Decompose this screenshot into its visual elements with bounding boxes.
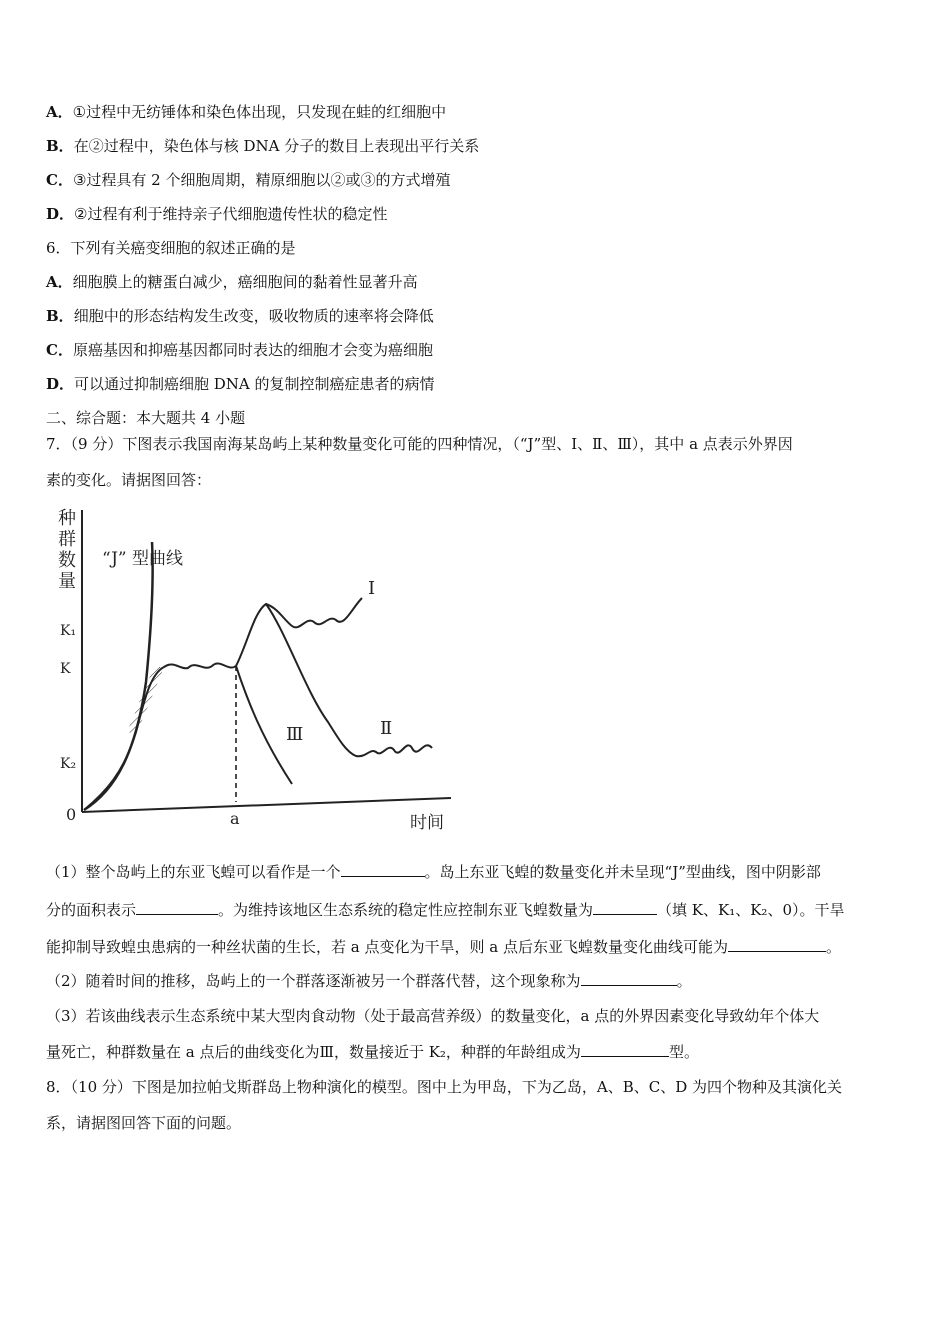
q6-option-b: B．细胞中的形态结构发生改变，吸收物质的速率将会降低 xyxy=(46,307,434,325)
q7-part3-line2: 量死亡，种群数量在 a 点后的曲线变化为Ⅲ，数量接近于 K₂，种群的年龄组成为 型。 xyxy=(46,1043,699,1061)
q7-stem-line2: 素的变化。请据图回答： xyxy=(46,471,212,489)
population-curve-svg xyxy=(56,502,466,840)
q6-option-c: C．原癌基因和抑癌基因都同时表达的细胞才会变为癌细胞 xyxy=(46,341,433,359)
q8-stem-line1: 8．（10 分）下图是加拉帕戈斯群岛上物种演化的模型。图中上为甲岛，下为乙岛，A、B、C、D 为四个物种及其演化关 xyxy=(46,1078,843,1096)
y-axis-label-4: 量 xyxy=(58,571,76,592)
q7-part2: （2）随着时间的推移，岛屿上的一个群落逐渐被另一个群落代替，这个现象称为 。 xyxy=(46,972,692,990)
answer-blank-4[interactable] xyxy=(728,937,826,952)
q8-stem-line2: 系，请据图回答下面的问题。 xyxy=(46,1114,242,1132)
k2-label: K₂ xyxy=(60,756,77,772)
q5-option-b: B．在②过程中，染色体与核 DNA 分子的数目上表现出平行关系 xyxy=(46,137,480,155)
answer-blank-1[interactable] xyxy=(341,862,425,877)
answer-blank-2[interactable] xyxy=(136,900,218,915)
q5-option-a: A．①过程中无纺锤体和染色体出现，只发现在蛙的红细胞中 xyxy=(46,103,447,121)
curve-I-label: Ⅰ xyxy=(368,578,376,599)
curve-III-label: Ⅲ xyxy=(286,724,304,745)
j-curve xyxy=(84,542,153,810)
k1-label: K₁ xyxy=(60,623,77,639)
curve-III xyxy=(236,666,292,784)
a-label: a xyxy=(230,809,240,828)
answer-blank-3[interactable] xyxy=(593,900,657,915)
x-axis xyxy=(82,798,451,812)
answer-blank-6[interactable] xyxy=(581,1042,669,1057)
q7-stem-line1: 7．（9 分）下图表示我国南海某岛屿上某种数量变化可能的四种情况，（“J”型、Ⅰ、Ⅱ、Ⅲ），其中 a 点表示外界因 xyxy=(46,435,793,453)
q7-part1-line3: 能抑制导致蝗虫患病的一种丝状菌的生长，若 a 点变化为干旱，则 a 点后东亚飞蝗数量变化曲线可能为 。 xyxy=(46,938,841,956)
s-curve xyxy=(84,663,236,810)
q6-option-d: D．可以通过抑制癌细胞 DNA 的复制控制癌症患者的病情 xyxy=(46,375,435,393)
q5-option-d: D．②过程有利于维持亲子代细胞遗传性状的稳定性 xyxy=(46,205,388,223)
x-axis-label: 时间 xyxy=(410,813,444,833)
q5-option-c: C．③过程具有 2 个细胞周期，精原细胞以②或③的方式增殖 xyxy=(46,171,451,189)
k-label: K xyxy=(60,661,71,677)
y-axis-label-1: 种 xyxy=(58,508,76,529)
origin-label: 0 xyxy=(66,805,77,824)
q7-part3-line1: （3）若该曲线表示生态系统中某大型肉食动物（处于最高营养级）的数量变化，a 点的外界因素变化导致幼年个体大 xyxy=(46,1007,820,1025)
answer-blank-5[interactable] xyxy=(581,971,677,986)
j-curve-label: “J” 型曲线 xyxy=(102,549,183,569)
y-axis-label-2: 群 xyxy=(58,529,76,550)
curve-I xyxy=(236,598,362,666)
curve-II-label: Ⅱ xyxy=(380,718,393,739)
population-curve-figure xyxy=(56,502,466,840)
q6-option-a: A．细胞膜上的糖蛋白减少，癌细胞间的黏着性显著升高 xyxy=(46,273,418,291)
q7-part1-line1: （1）整个岛屿上的东亚飞蝗可以看作是一个 。岛上东亚飞蝗的数量变化并未呈现“J”型曲线，图中阴影部 xyxy=(46,863,821,881)
q7-part1-line2: 分的面积表示 。为维持该地区生态系统的稳定性应控制东亚飞蝗数量为 （填 K、K₁、K₂、0）。干旱 xyxy=(46,901,845,919)
q6-stem: 6．下列有关癌变细胞的叙述正确的是 xyxy=(46,239,296,257)
y-axis-label-3: 数 xyxy=(58,550,76,571)
section-title: 二、综合题：本大题共 4 小题 xyxy=(46,409,246,427)
